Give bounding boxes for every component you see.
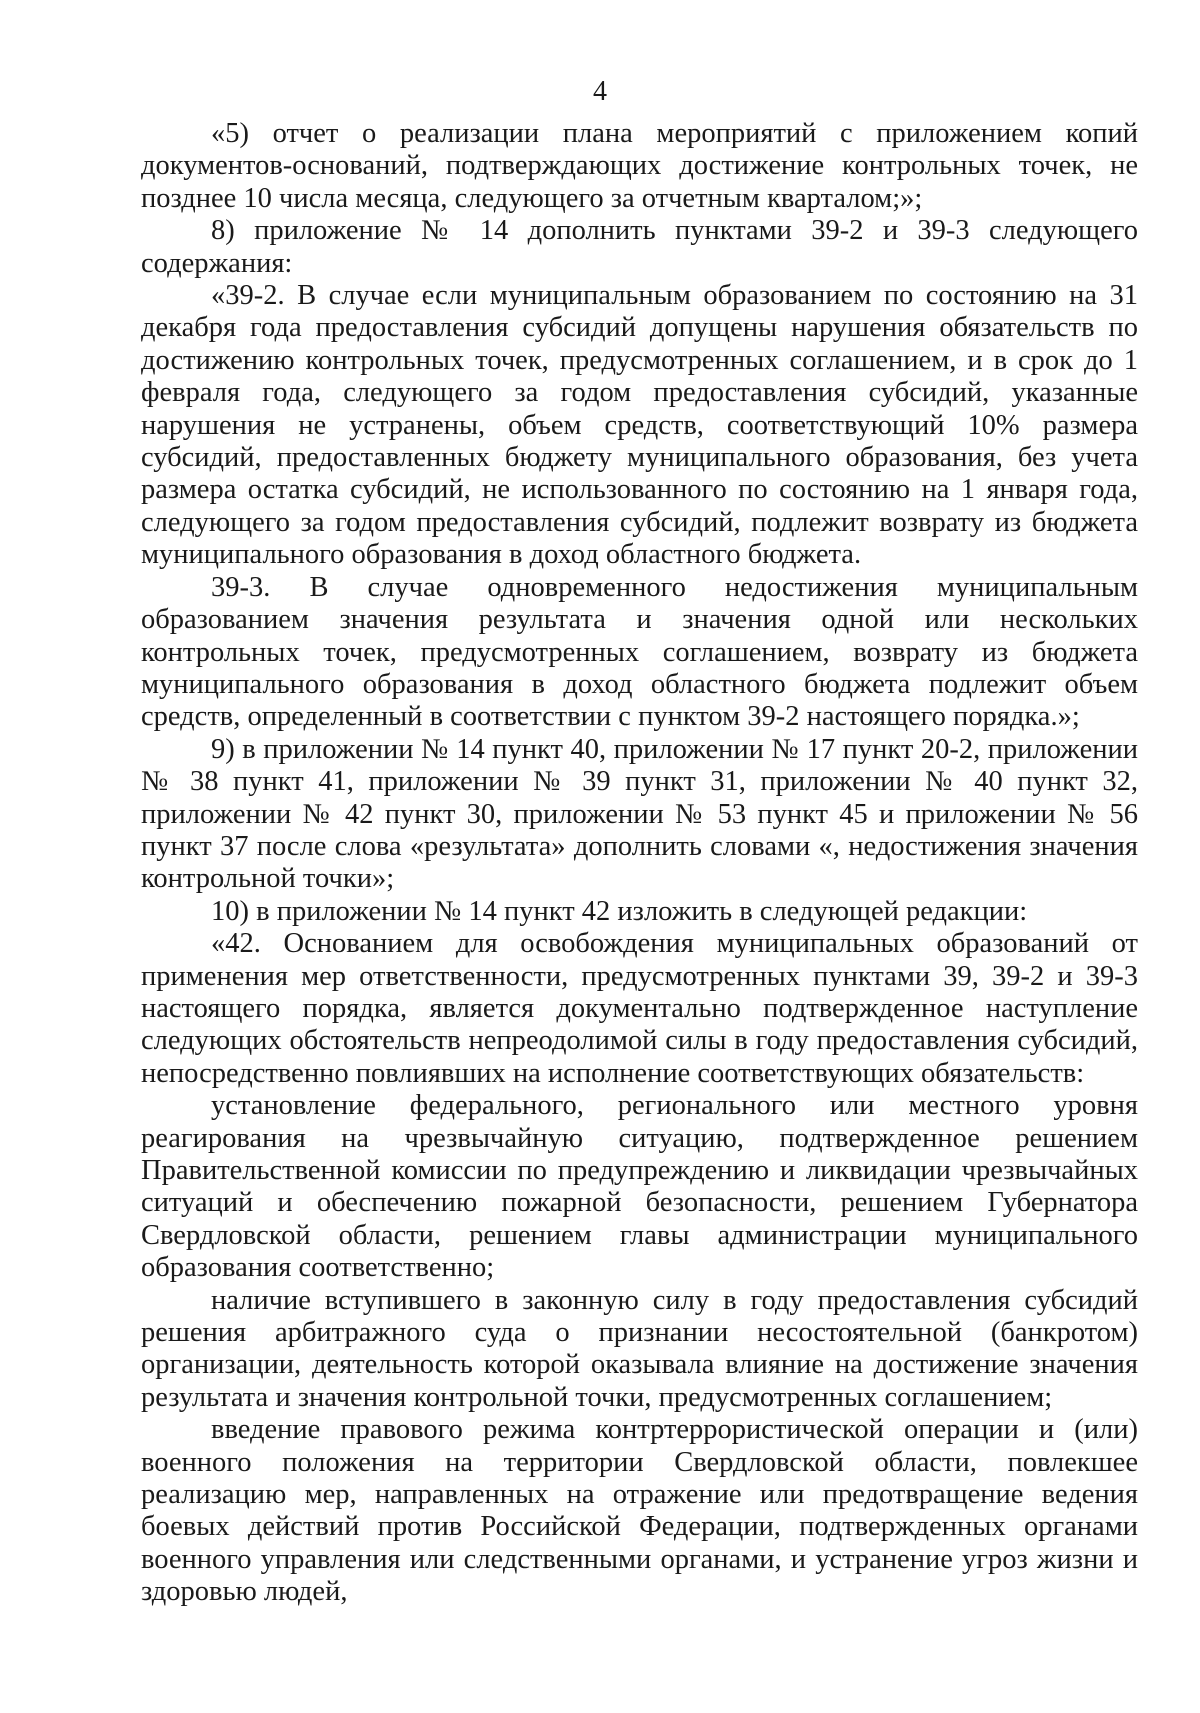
paragraph-item-5-report: «5) отчет о реализации плана мероприятий с приложением копий документов-оснований, подтверждающих достижение контрольных точек, не позднее 10 числа месяца, следующего за отчетным кварталом;»;: [141, 118, 1138, 214]
paragraph-counterterrorism-regime: введение правового режима контртеррористической операции и (или) военного положения на территории Свердловской области, повлекшее реализацию мер, направленных на отражение или предотвращение ведения боевых действий против Российской Федерации, подтвержденных органами военного управления или следственными органами, и устранение угроз жизни и здоровью людей,: [141, 1414, 1138, 1608]
paragraph-bankruptcy-decision: наличие вступившего в законную силу в году предоставления субсидий решения арбитражного суда о признании несостоятельной (банкротом) организации, деятельность которой оказывала влияние на достижение значения результата и значения контрольной точки, предусмотренных соглашением;: [141, 1284, 1138, 1413]
paragraph-clause-39-3: 39-3. В случае одновременного недостижения муниципальным образованием значения результата и значения одной или нескольких контрольных точек, предусмотренных соглашением, возврату из бюджета муниципального образования в доход областного бюджета подлежит объем средств, определенный в соответствии с пунктом 39-2 настоящего порядка.»;: [141, 571, 1138, 733]
paragraph-item-8-annex-14: 8) приложение № 14 дополнить пунктами 39-2 и 39-3 следующего содержания:: [141, 215, 1138, 279]
paragraph-clause-39-2: «39-2. В случае если муниципальным образованием по состоянию на 31 декабря года предоставления субсидий допущены нарушения обязательств по достижению контрольных точек, предусмотренных соглашением, и в срок до 1 февраля года, следующего за годом предоставления субсидий, указанные нарушения не устранены, объем средств, соответствующий 10% размера субсидий, предоставленных бюджету муниципального образования, без учета размера остатка субсидий, не использованного по состоянию на 1 января года, следующего за годом предоставления субсидий, подлежит возврату из бюджета муниципального образования в доход областного бюджета.: [141, 280, 1138, 571]
page-number: 4: [593, 76, 607, 107]
paragraph-item-9-amendments: 9) в приложении № 14 пункт 40, приложении № 17 пункт 20-2, приложении № 38 пункт 41, приложении № 39 пункт 31, приложении № 40 пункт 32, приложении № 42 пункт 30, приложении № 53 пункт 45 и приложении № 56 пункт 37 после слова «результата» дополнить словами «, недостижения значения контрольной точки»;: [141, 733, 1138, 895]
paragraph-item-10-clause-42: 10) в приложении № 14 пункт 42 изложить в следующей редакции:: [211, 895, 1028, 927]
document-body: [141, 118, 1138, 1609]
paragraph-clause-42-grounds: «42. Основанием для освобождения муниципальных образований от применения мер ответственности, предусмотренных пунктами 39, 39-2 и 39-3 настоящего порядка, является документально подтвержденное наступление следующих обстоятельств непреодолимой силы в году предоставления субсидий, непосредственно повлиявших на исполнение соответствующих обязательств:: [141, 928, 1138, 1089]
paragraph-emergency-response: установление федерального, регионального или местного уровня реагирования на чрезвычайную ситуацию, подтвержденное решением Правительственной комиссии по предупреждению и ликвидации чрезвычайных ситуаций и обеспечению пожарной безопасности, решением Губернатора Свердловской области, решением главы администрации муниципального образования соответственно;: [141, 1090, 1138, 1284]
